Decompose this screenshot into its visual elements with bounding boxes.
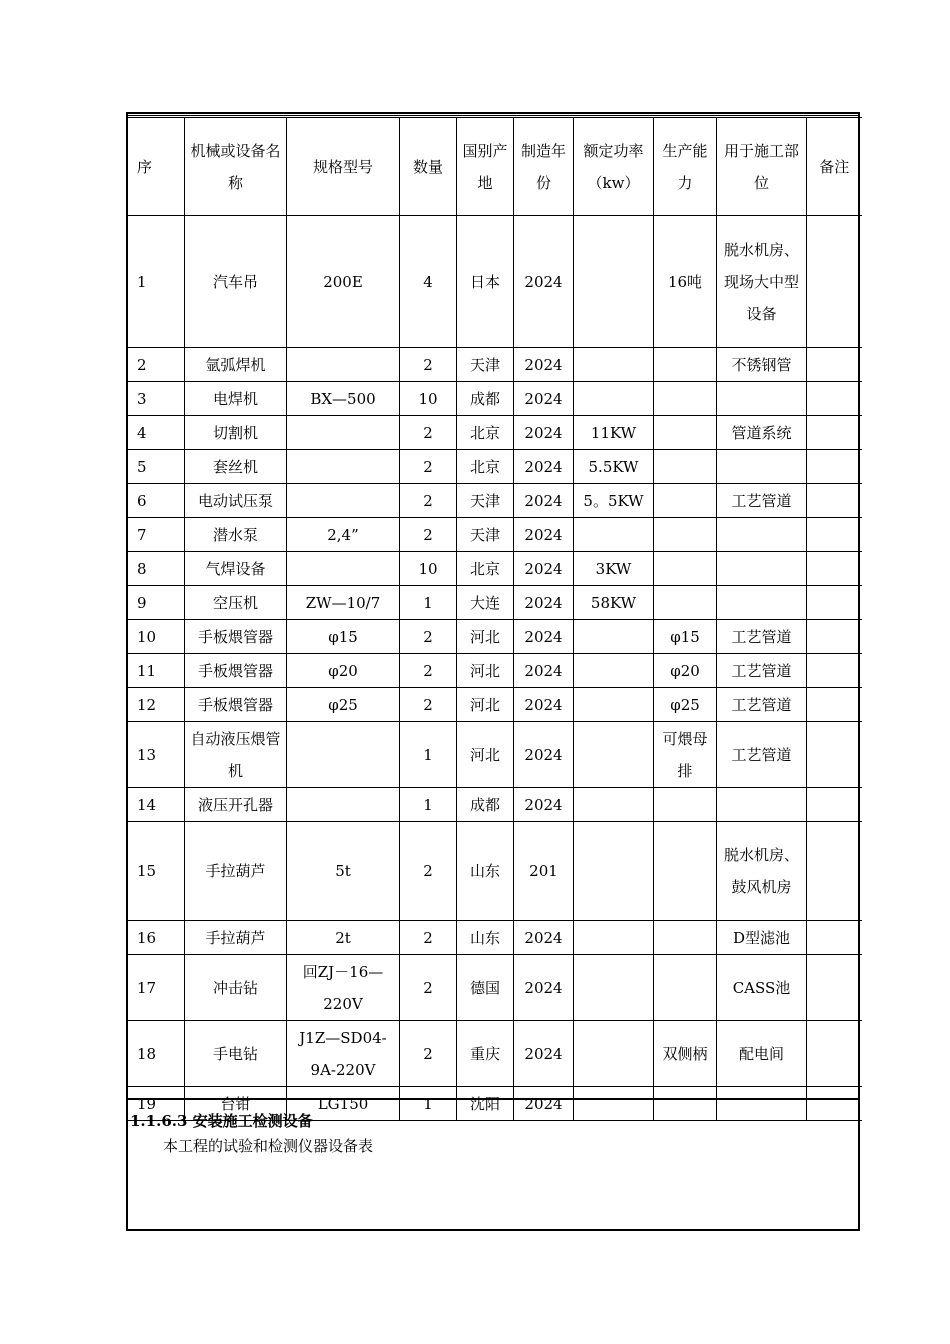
table-row bbox=[128, 382, 862, 416]
cell-spec: 2,4” bbox=[287, 518, 400, 552]
cell-power bbox=[574, 1087, 654, 1121]
cell-year: 2024 bbox=[514, 688, 574, 722]
cell-location bbox=[717, 788, 807, 822]
cell-seq: 17 bbox=[128, 955, 185, 1021]
cell-location bbox=[717, 518, 807, 552]
cell-origin: 大连 bbox=[457, 586, 514, 620]
cell-qty: 2 bbox=[400, 484, 457, 518]
cell-spec: φ25 bbox=[287, 688, 400, 722]
cell-location: 脱水机房、现场大中型设备 bbox=[717, 216, 807, 348]
cell-remark bbox=[807, 955, 862, 1021]
cell-origin: 成都 bbox=[457, 788, 514, 822]
cell-remark bbox=[807, 620, 862, 654]
cell-location: 工艺管道 bbox=[717, 654, 807, 688]
cell-spec bbox=[287, 416, 400, 450]
cell-location bbox=[717, 382, 807, 416]
cell-qty: 2 bbox=[400, 348, 457, 382]
cell-qty: 2 bbox=[400, 822, 457, 921]
cell-seq: 2 bbox=[128, 348, 185, 382]
cell-seq: 1 bbox=[128, 216, 185, 348]
cell-name: 液压开孔器 bbox=[185, 788, 287, 822]
cell-seq: 15 bbox=[128, 822, 185, 921]
cell-origin: 日本 bbox=[457, 216, 514, 348]
cell-location: D型滤池 bbox=[717, 921, 807, 955]
cell-capacity: φ25 bbox=[654, 688, 717, 722]
cell-remark bbox=[807, 722, 862, 788]
cell-seq: 11 bbox=[128, 654, 185, 688]
cell-year: 2024 bbox=[514, 654, 574, 688]
cell-year: 2024 bbox=[514, 382, 574, 416]
cell-remark bbox=[807, 654, 862, 688]
cell-seq: 4 bbox=[128, 416, 185, 450]
cell-qty: 1 bbox=[400, 722, 457, 788]
table-row bbox=[128, 688, 862, 722]
cell-capacity bbox=[654, 586, 717, 620]
cell-year: 2024 bbox=[514, 1087, 574, 1121]
cell-origin: 重庆 bbox=[457, 1021, 514, 1087]
cell-capacity: φ15 bbox=[654, 620, 717, 654]
cell-name: 台钳 bbox=[185, 1087, 287, 1121]
cell-seq: 19 bbox=[128, 1087, 185, 1121]
cell-name: 空压机 bbox=[185, 586, 287, 620]
cell-qty: 2 bbox=[400, 620, 457, 654]
cell-qty: 2 bbox=[400, 921, 457, 955]
cell-origin: 天津 bbox=[457, 348, 514, 382]
cell-capacity: φ20 bbox=[654, 654, 717, 688]
cell-capacity bbox=[654, 416, 717, 450]
cell-spec bbox=[287, 552, 400, 586]
table-header-row bbox=[128, 118, 862, 216]
section-subtitle: 本工程的试验和检测仪器设备表 bbox=[163, 1137, 374, 1155]
cell-name: 手拉葫芦 bbox=[185, 921, 287, 955]
cell-capacity bbox=[654, 450, 717, 484]
table-row bbox=[128, 620, 862, 654]
cell-origin: 沈阳 bbox=[457, 1087, 514, 1121]
cell-name: 切割机 bbox=[185, 416, 287, 450]
cell-year: 2024 bbox=[514, 216, 574, 348]
cell-location bbox=[717, 552, 807, 586]
cell-capacity: 双侧柄 bbox=[654, 1021, 717, 1087]
cell-origin: 河北 bbox=[457, 688, 514, 722]
cell-year: 2024 bbox=[514, 921, 574, 955]
cell-remark bbox=[807, 348, 862, 382]
cell-spec: φ20 bbox=[287, 654, 400, 688]
cell-spec: LG150 bbox=[287, 1087, 400, 1121]
cell-seq: 18 bbox=[128, 1021, 185, 1087]
cell-seq: 12 bbox=[128, 688, 185, 722]
cell-remark bbox=[807, 484, 862, 518]
cell-seq: 10 bbox=[128, 620, 185, 654]
cell-capacity bbox=[654, 822, 717, 921]
cell-qty: 2 bbox=[400, 1021, 457, 1087]
cell-location bbox=[717, 450, 807, 484]
table-row bbox=[128, 722, 862, 788]
cell-power: 58KW bbox=[574, 586, 654, 620]
header-cell-year: 制造年份 bbox=[514, 118, 574, 216]
cell-location: CASS池 bbox=[717, 955, 807, 1021]
cell-qty: 1 bbox=[400, 788, 457, 822]
cell-name: 气焊设备 bbox=[185, 552, 287, 586]
cell-qty: 2 bbox=[400, 654, 457, 688]
cell-year: 2024 bbox=[514, 484, 574, 518]
cell-origin: 德国 bbox=[457, 955, 514, 1021]
cell-location bbox=[717, 586, 807, 620]
cell-name: 汽车吊 bbox=[185, 216, 287, 348]
cell-location: 工艺管道 bbox=[717, 484, 807, 518]
cell-location: 工艺管道 bbox=[717, 620, 807, 654]
cell-spec: 5t bbox=[287, 822, 400, 921]
table-row bbox=[128, 955, 862, 1021]
cell-year: 2024 bbox=[514, 416, 574, 450]
cell-remark bbox=[807, 788, 862, 822]
cell-spec: J1Z—SD04-9A-220V bbox=[287, 1021, 400, 1087]
cell-power bbox=[574, 1021, 654, 1087]
cell-remark bbox=[807, 552, 862, 586]
cell-capacity bbox=[654, 552, 717, 586]
cell-power bbox=[574, 688, 654, 722]
cell-spec: 2t bbox=[287, 921, 400, 955]
cell-power bbox=[574, 722, 654, 788]
cell-seq: 7 bbox=[128, 518, 185, 552]
header-cell-qty: 数量 bbox=[400, 118, 457, 216]
cell-origin: 北京 bbox=[457, 416, 514, 450]
cell-origin: 北京 bbox=[457, 552, 514, 586]
cell-seq: 6 bbox=[128, 484, 185, 518]
cell-origin: 河北 bbox=[457, 620, 514, 654]
cell-seq: 8 bbox=[128, 552, 185, 586]
cell-spec: BX—500 bbox=[287, 382, 400, 416]
cell-spec: 回ZJ－16—220V bbox=[287, 955, 400, 1021]
cell-capacity bbox=[654, 348, 717, 382]
cell-location: 工艺管道 bbox=[717, 722, 807, 788]
cell-location: 管道系统 bbox=[717, 416, 807, 450]
cell-capacity bbox=[654, 484, 717, 518]
table-row bbox=[128, 788, 862, 822]
cell-name: 手电钻 bbox=[185, 1021, 287, 1087]
cell-power bbox=[574, 921, 654, 955]
header-cell-name: 机械或设备名称 bbox=[185, 118, 287, 216]
cell-remark bbox=[807, 822, 862, 921]
table-row bbox=[128, 484, 862, 518]
cell-capacity bbox=[654, 955, 717, 1021]
equipment-table bbox=[127, 117, 862, 1121]
table-row bbox=[128, 348, 862, 382]
cell-origin: 天津 bbox=[457, 484, 514, 518]
cell-name: 冲击钻 bbox=[185, 955, 287, 1021]
cell-capacity bbox=[654, 382, 717, 416]
cell-seq: 14 bbox=[128, 788, 185, 822]
cell-location: 脱水机房、鼓风机房 bbox=[717, 822, 807, 921]
cell-year: 2024 bbox=[514, 788, 574, 822]
cell-name: 氩弧焊机 bbox=[185, 348, 287, 382]
cell-remark bbox=[807, 382, 862, 416]
cell-name: 套丝机 bbox=[185, 450, 287, 484]
header-cell-capacity: 生产能力 bbox=[654, 118, 717, 216]
cell-power bbox=[574, 788, 654, 822]
cell-seq: 13 bbox=[128, 722, 185, 788]
cell-spec bbox=[287, 722, 400, 788]
table-row bbox=[128, 654, 862, 688]
header-cell-seq: 序 bbox=[128, 118, 185, 216]
cell-origin: 天津 bbox=[457, 518, 514, 552]
cell-qty: 1 bbox=[400, 586, 457, 620]
cell-power bbox=[574, 620, 654, 654]
table-row bbox=[128, 921, 862, 955]
cell-name: 电动试压泵 bbox=[185, 484, 287, 518]
cell-power: 5。5KW bbox=[574, 484, 654, 518]
cell-year: 2024 bbox=[514, 955, 574, 1021]
cell-year: 2024 bbox=[514, 620, 574, 654]
cell-name: 手板煨管器 bbox=[185, 654, 287, 688]
cell-name: 手板煨管器 bbox=[185, 620, 287, 654]
cell-qty: 2 bbox=[400, 450, 457, 484]
table-row bbox=[128, 450, 862, 484]
cell-power bbox=[574, 216, 654, 348]
cell-qty: 4 bbox=[400, 216, 457, 348]
cell-year: 2024 bbox=[514, 722, 574, 788]
header-cell-power: 额定功率（kw） bbox=[574, 118, 654, 216]
cell-remark bbox=[807, 450, 862, 484]
cell-spec bbox=[287, 484, 400, 518]
table-row bbox=[128, 822, 862, 921]
table-row bbox=[128, 216, 862, 348]
cell-power bbox=[574, 822, 654, 921]
header-cell-location: 用于施工部位 bbox=[717, 118, 807, 216]
cell-power bbox=[574, 518, 654, 552]
cell-remark bbox=[807, 416, 862, 450]
cell-seq: 3 bbox=[128, 382, 185, 416]
cell-year: 2024 bbox=[514, 348, 574, 382]
cell-capacity bbox=[654, 1087, 717, 1121]
cell-name: 手板煨管器 bbox=[185, 688, 287, 722]
cell-origin: 山东 bbox=[457, 822, 514, 921]
cell-remark bbox=[807, 921, 862, 955]
cell-qty: 2 bbox=[400, 518, 457, 552]
cell-remark bbox=[807, 518, 862, 552]
header-cell-remark: 备注 bbox=[807, 118, 862, 216]
cell-location: 不锈钢管 bbox=[717, 348, 807, 382]
cell-year: 2024 bbox=[514, 552, 574, 586]
cell-location: 工艺管道 bbox=[717, 688, 807, 722]
cell-origin: 成都 bbox=[457, 382, 514, 416]
cell-seq: 9 bbox=[128, 586, 185, 620]
top-double-rule bbox=[126, 115, 860, 116]
cell-qty: 10 bbox=[400, 382, 457, 416]
table-row bbox=[128, 552, 862, 586]
section-heading: 1.1.6.3 安装施工检测设备 bbox=[130, 1112, 313, 1130]
cell-origin: 河北 bbox=[457, 722, 514, 788]
cell-power: 5.5KW bbox=[574, 450, 654, 484]
cell-power bbox=[574, 348, 654, 382]
table-row bbox=[128, 518, 862, 552]
table-row bbox=[128, 1021, 862, 1087]
cell-qty: 2 bbox=[400, 416, 457, 450]
cell-spec: φ15 bbox=[287, 620, 400, 654]
cell-year: 201 bbox=[514, 822, 574, 921]
cell-power bbox=[574, 654, 654, 688]
cell-qty: 2 bbox=[400, 955, 457, 1021]
cell-spec: 200E bbox=[287, 216, 400, 348]
cell-origin: 山东 bbox=[457, 921, 514, 955]
cell-name: 电焊机 bbox=[185, 382, 287, 416]
cell-capacity: 16吨 bbox=[654, 216, 717, 348]
cell-capacity bbox=[654, 788, 717, 822]
cell-name: 手拉葫芦 bbox=[185, 822, 287, 921]
cell-power bbox=[574, 955, 654, 1021]
cell-capacity bbox=[654, 921, 717, 955]
header-cell-origin: 国别产地 bbox=[457, 118, 514, 216]
cell-remark bbox=[807, 1087, 862, 1121]
cell-seq: 5 bbox=[128, 450, 185, 484]
cell-qty: 10 bbox=[400, 552, 457, 586]
cell-spec: ZW—10/7 bbox=[287, 586, 400, 620]
cell-remark bbox=[807, 586, 862, 620]
cell-name: 自动液压煨管机 bbox=[185, 722, 287, 788]
cell-year: 2024 bbox=[514, 586, 574, 620]
cell-remark bbox=[807, 688, 862, 722]
cell-origin: 河北 bbox=[457, 654, 514, 688]
cell-power: 3KW bbox=[574, 552, 654, 586]
table-row bbox=[128, 416, 862, 450]
cell-year: 2024 bbox=[514, 518, 574, 552]
cell-remark bbox=[807, 1021, 862, 1087]
cell-power: 11KW bbox=[574, 416, 654, 450]
cell-year: 2024 bbox=[514, 450, 574, 484]
header-cell-spec: 规格型号 bbox=[287, 118, 400, 216]
cell-spec bbox=[287, 450, 400, 484]
cell-qty: 2 bbox=[400, 688, 457, 722]
cell-qty: 1 bbox=[400, 1087, 457, 1121]
cell-year: 2024 bbox=[514, 1021, 574, 1087]
cell-capacity: 可煨母排 bbox=[654, 722, 717, 788]
cell-origin: 北京 bbox=[457, 450, 514, 484]
cell-spec bbox=[287, 788, 400, 822]
table-bottom-rule bbox=[126, 1098, 860, 1100]
cell-seq: 16 bbox=[128, 921, 185, 955]
cell-remark bbox=[807, 216, 862, 348]
cell-name: 潜水泵 bbox=[185, 518, 287, 552]
table-row bbox=[128, 586, 862, 620]
cell-location bbox=[717, 1087, 807, 1121]
cell-capacity bbox=[654, 518, 717, 552]
cell-power bbox=[574, 382, 654, 416]
cell-spec bbox=[287, 348, 400, 382]
cell-location: 配电间 bbox=[717, 1021, 807, 1087]
